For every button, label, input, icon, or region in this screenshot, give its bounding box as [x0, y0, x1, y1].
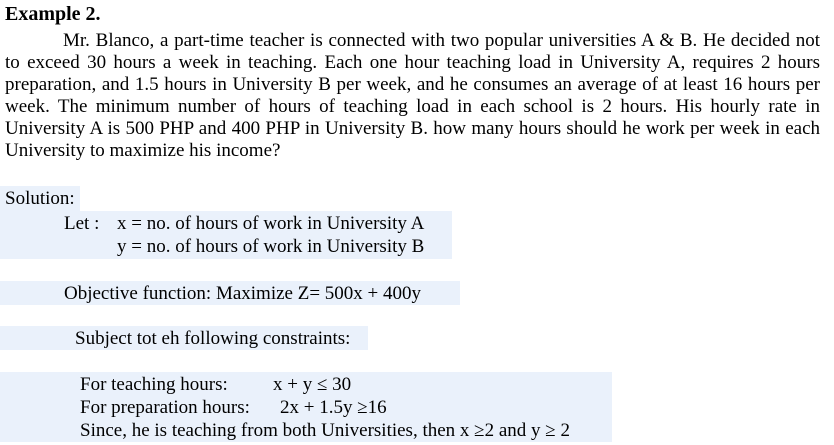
constraint-teaching-label: For teaching hours:	[80, 374, 228, 395]
constraint-minimum-hours: Since, he is teaching from both Universities, then x ≥2 and y ≥ 2	[80, 420, 570, 441]
constraints-heading: Subject tot eh following constraints:	[75, 328, 351, 349]
variable-y-definition: y = no. of hours of work in University B	[117, 236, 425, 257]
example-title: Example 2.	[5, 3, 101, 25]
constraint-preparation-label: For preparation hours:	[80, 397, 250, 418]
objective-function: Objective function: Maximize Z= 500x + 400y	[64, 283, 422, 304]
problem-statement	[5, 30, 820, 162]
let-label: Let :	[64, 213, 100, 234]
constraint-teaching-expr: x + y ≤ 30	[273, 374, 352, 395]
solution-heading: Solution:	[5, 188, 75, 209]
problem-text: Mr. Blanco, a part-time teacher is connected with two popular universities A & B. He decided not to exceed 30 hours a week in teaching. Each one hour teaching load in University A, requires 2 hours preparation, and 1.5 hours in University B per week, and he consumes an average of at least 16 hours per week. The minimum number of hours of teaching load in each school is 2 hours. His hourly rate in University A is 500 PHP and 400 PHP in University B. how many hours should he work per week in each University to maximize his income?	[5, 30, 820, 161]
constraint-preparation-expr: 2x + 1.5y ≥16	[280, 397, 387, 418]
variable-x-definition: x = no. of hours of work in University A	[117, 213, 425, 234]
